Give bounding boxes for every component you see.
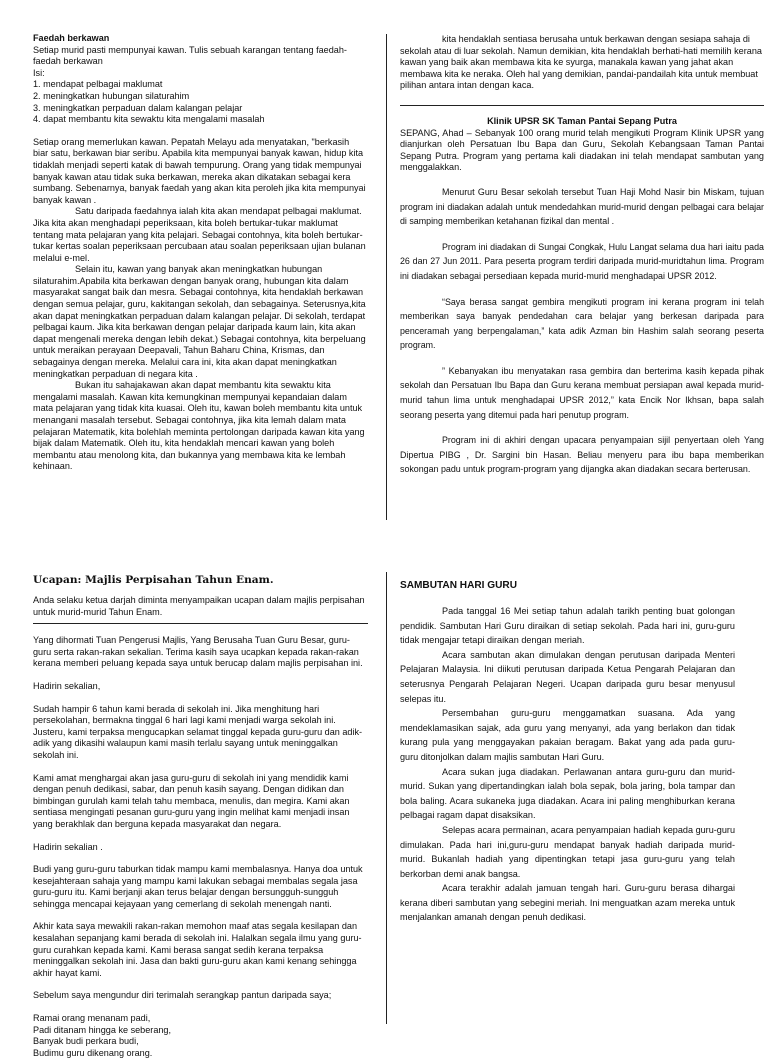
pantun-line: Banyak budi perkara budi, <box>33 1036 139 1047</box>
pantun-line: Ramai orang menanam padi, <box>33 1013 151 1024</box>
faedah-point: 4. dapat membantu kita sewaktu kita mengalami masalah <box>33 114 265 125</box>
sambutan-paragraph: Persembahan guru-guru menggamatkan suasana. Ada yang mendeklamasikan sajak, ada guru yang menyanyi, ada yang berlakon dan tidak kurang pula yang menggayakan pakaian beragam. Bakat yang ada pada guru-guru ditonjolkan dalam majlis sambutan Hari Guru. <box>400 708 735 762</box>
faedah-point: 1. mendapat pelbagai maklumat <box>33 79 163 90</box>
faedah-paragraph: Setiap orang memerlukan kawan. Pepatah Melayu ada menyatakan, "berkasih biar satu, berkawan biar seribu. Apabila kita mempunyai banyak kawan, hidup kita tidaklah menjadi seperti katak di bawah tempurung. Orang yang tidak mempunyai banyak kawan atau tidak suka berkawan, mereka akan dikatakan sebagai kera sumbang. Sebenarnya, banyak faedah yang akan kita peroleh jika kita mempunyai banyak kawan . <box>33 136 366 205</box>
sambutan-hari-guru-section <box>400 580 735 925</box>
sambutan-paragraph: Acara terakhir adalah jamuan tengah hari. Guru-guru berasa dihargai kerana diberi sambutan yang sebegini meriah. Ini menguatkan azam mereka untuk menjalankan amanah dengan penuh dedikasi. <box>400 883 735 923</box>
sambutan-title: SAMBUTAN HARI GURU <box>400 580 518 591</box>
ucapan-paragraph: Budi yang guru-guru taburkan tidak mampu kami membalasnya. Hanya doa untuk kesejahteraan sahaja yang mampu kami lakukan sebagai membalas segala jasa guru-guru itu. Kami berjanji akan terus belajar dengan bersungguh-sungguh sehingga mencapai kejayaan yang cemerlang di sekolah menengah nanti. <box>33 864 363 909</box>
ucapan-title: Ucapan: Majlis Perpisahan Tahun Enam. <box>33 574 274 586</box>
pantun-line: Padi ditanam hingga ke seberang, <box>33 1024 172 1035</box>
pantun-line: Budimu guru dikenang orang. <box>33 1047 153 1058</box>
ucapan-paragraph: Akhir kata saya mewakili rakan-rakan memohon maaf atas segala kesilapan dan kesalahan sepanjang kami berada di sekolah ini. Halalkan segala ilmu yang guru-guru curahkan kepada kami. Kami berasa sangat sedih kerana terpaksa meninggalkan sekolah ini. Jasa dan bakti guru-guru akan kami kenang sehingga akhir hayat kami. <box>33 921 362 978</box>
faedah-berkawan-section <box>33 33 366 473</box>
faedah-point: 3. meningkatkan perpaduan dalam kalangan pelajar <box>33 102 243 113</box>
klinik-paragraph: Menurut Guru Besar sekolah tersebut Tuan Haji Mohd Nasir bin Miskam, tujuan program ini diadakan adalah untuk mendedahkan murid-murid dengan pelbagai cara belajar di samping memberikan ketahanan fizikal dan mental . <box>400 186 764 227</box>
sambutan-paragraph: Pada tanggal 16 Mei setiap tahun adalah tarikh penting buat golongan pendidik. Sambutan Hari Guru diraikan di setiap sekolah. Pada hari ini, guru-guru tidak mengajar tetapi diraikan dengan meriah. <box>400 606 735 646</box>
faedah-paragraph: Bukan itu sahajakawan akan dapat membantu kita sewaktu kita mengalami masalah. Kawan kita kemungkinan mempunyai kepandaian dalam mata pelajaran yang tidak kita kuasai. Oleh itu, kawan boleh membantu kita untuk menangani masalah tersebut. Sebagai contohnya, jika kita lemah dalam mata pelajaran Matematik, kita bolehlah meminta pertolongan daripada kawan kita yang bijak dalam Matematik. Oleh itu, kita hendaklah mencari kawan yang boleh membantu atau menolong kita, dan bukannya yang membawa kita ke lembah kehinaan. <box>33 380 365 472</box>
ucapan-section <box>33 573 368 1059</box>
column-divider-top <box>386 34 387 520</box>
ucapan-paragraph: Yang dihormati Tuan Pengerusi Majlis, Yang Berusaha Tuan Guru Besar, guru-guru serta rakan-rakan sekalian. Terima kasih saya ucapkan kepada rakan-rakan kerana memberi peluang kepada saya untuk berucap dalam majlis perpisahan ini. <box>33 635 363 669</box>
section-divider <box>400 105 764 106</box>
klinik-paragraph: SEPANG, Ahad – Sebanyak 100 orang murid telah mengikuti Program Klinik UPSR yang dianjurkan oleh Persatuan Ibu Bapa dan Guru, Sekolah Kebangsaan Taman Pantai Sepang Putra. Program yang pertama kali diadakan ini telah mendapat sambutan yang menggalakkan. <box>400 127 764 173</box>
ucapan-paragraph: Hadirin sekalian . <box>33 841 103 852</box>
ucapan-paragraph: Sebelum saya mengundur diri terimalah serangkap pantun daripada saya; <box>33 990 332 1001</box>
faedah-intro: Setiap murid pasti mempunyai kawan. Tulis sebuah karangan tentang faedah-faedah berkawan <box>33 44 347 67</box>
ucapan-paragraph: Kami amat menghargai akan jasa guru-guru di sekolah ini yang mendidik kami dengan penuh dedikasi, sabar, dan penuh kasih sayang. Dengan didikan dan bimbingan gurulah kami telah tahu membaca, menulis, dan megira. Kami akan sentiasa mengingati pesanan guru-guru yang ingin melihat kami menjadi insan yang berakhlak dan berguna kepada masyarakat dan negara. <box>33 772 350 829</box>
faedah-paragraph: Satu daripada faedahnya ialah kita akan mendapat pelbagai maklumat. Jika kita akan menghadapi peperiksaan, kita boleh bertukar-tukar maklumat tentang mata pelajaran yang kita pelajari. Sebagai contohnya, kita boleh bertukar-tukar kertas soalan peperiksaan percubaan atau soalan peperiksaan ujian bulanan melalui e-mel. <box>33 206 366 263</box>
klinik-paragraph: “Saya berasa sangat gembira mengikuti program ini kerana program ini telah memberikan saya banyak pendedahan cara belajar yang berkesan daripada para penceramah yang berpengalaman,” kata adik Azman bin Hashim salah seorang peserta program. <box>400 296 764 351</box>
sambutan-paragraph: Acara sukan juga diadakan. Perlawanan antara guru-guru dan murid-murid. Sukan yang dipertandingkan ialah bola sepak, bola jaring, bola tampar dan bola baling. Acara sukaneka juga diadakan. Acara ini paling menghiburkan kerana pelbagai ragam dapat disaksikan. <box>400 766 735 821</box>
faedah-point: 2. meningkatkan hubungan silaturahim <box>33 90 190 101</box>
faedah-paragraph: Selain itu, kawan yang banyak akan meningkatkan hubungan silaturahim.Apabila kita berkawan dengan banyak orang, hubungan kita dalam masyarakat sangat baik dan mesra. Sebagai contohnya, kita hendaklah berkawan dengan semua pelajar, guru, kakitangan sekolah, dan sebagainya. Seterusnya,kita akan dapat meningkatkan perpaduan dalam kalangan pelajar. Di sekolah, terdapat pelbagai kaum. Jika kita berkawan dengan pelajar daripada kaum lain, kita akan dapat mengenali mereka dengan lebih dekat.) Sebagai contohnya, kita berpeluang untuk meraikan perayaan Deepavali, Tahun Baharu China, Krismas, dan sebagainya dengan mereka. Melalui cara ini, kita akan dapat meningkatkan meningkatkan perpaduan di negara kita . <box>33 264 366 379</box>
faedah-continuation: kita hendaklah sentiasa berusaha untuk berkawan dengan sesiapa sahaja di sekolah atau di luar sekolah. Namun demikian, kita hendaklah berhati-hati memilih kerana kawan yang baik akan membawa kita ke syurga, manakala kawan yang jahat akan membawa kita ke neraka. Oleh hal yang demikian, pandai-pandailah kita untuk membuat pilihan antara intan dengan kaca. <box>400 34 762 91</box>
ucapan-paragraph: Hadirin sekalian, <box>33 680 101 691</box>
faedah-title: Faedah berkawan <box>33 33 110 43</box>
column-divider-bottom <box>386 572 387 1024</box>
klinik-upsr-section <box>400 34 764 477</box>
klinik-title: Klinik UPSR SK Taman Pantai Sepang Putra <box>487 115 677 126</box>
ucapan-paragraph: Sudah hampir 6 tahun kami berada di sekolah ini. Jika menghitung hari persekolahan, bermakna tinggal 6 hari lagi kami menjadi warga sekolah ini. Justeru, kami terpaksa mengucapkan selamat tinggal kepada guru-guru dan adik-adik yang dikasihi walaupun kami masih terlalu sayang untuk meninggalkan sekolah ini. <box>33 703 363 760</box>
klinik-paragraph: ” Kebanyakan ibu menyatakan rasa gembira dan berterima kasih kepada pihak sekolah dan Persatuan Ibu Bapa dan Guru kerana membuat persiapan awal kepada murid-murid tahun lima untuk menghadapai UPSR 2012,” kata Encik Nor Ikhsan, bapa salah seorang peserta yang ditemui pada hari penutup program. <box>400 365 764 420</box>
sambutan-paragraph: Selepas acara permainan, acara penyampaian hadiah kepada guru-guru dimulakan. Pada hari ini,guru-guru mendapat banyak hadiah daripada murid-murid. Bukanlah hadiah yang dipentingkan tetapi jasa guru-guru yang telah berkorban demi anak bangsa. <box>400 824 735 879</box>
faedah-isi-label: Isi: <box>33 67 45 78</box>
ucapan-instruction: Anda selaku ketua darjah diminta menyampaikan ucapan dalam majlis perpisahan untuk murid-murid Tahun Enam. <box>33 595 365 617</box>
sambutan-paragraph: Acara sambutan akan dimulakan dengan perutusan daripada Menteri Pelajaran Malaysia. Ini diikuti perutusan daripada Ketua Pengarah Pelajaran dan seterusnya Pengarah Pelajaran Negeri. Ucapan daripada guru besar menyusul selepas itu. <box>400 649 735 704</box>
section-divider <box>33 623 368 624</box>
klinik-paragraph: Program ini di akhiri dengan upacara penyampaian sijil penyertaan oleh Yang Dipertua PIBG , Dr. Sargini bin Hasan. Beliau menyeru para ibu bapa memberikan sokongan padu untuk program-program yang dijangka akan diadakan secara berterusan. <box>400 435 764 475</box>
klinik-paragraph: Program ini diadakan di Sungai Congkak, Hulu Langat selama dua hari iaitu pada 26 dan 27 Jun 2011. Para peserta program terdiri daripada murid-muridtahun lima. Program ini diadakan sebagai persediaan kepada murid-murid menghadapai UPSR 2012. <box>400 241 764 281</box>
